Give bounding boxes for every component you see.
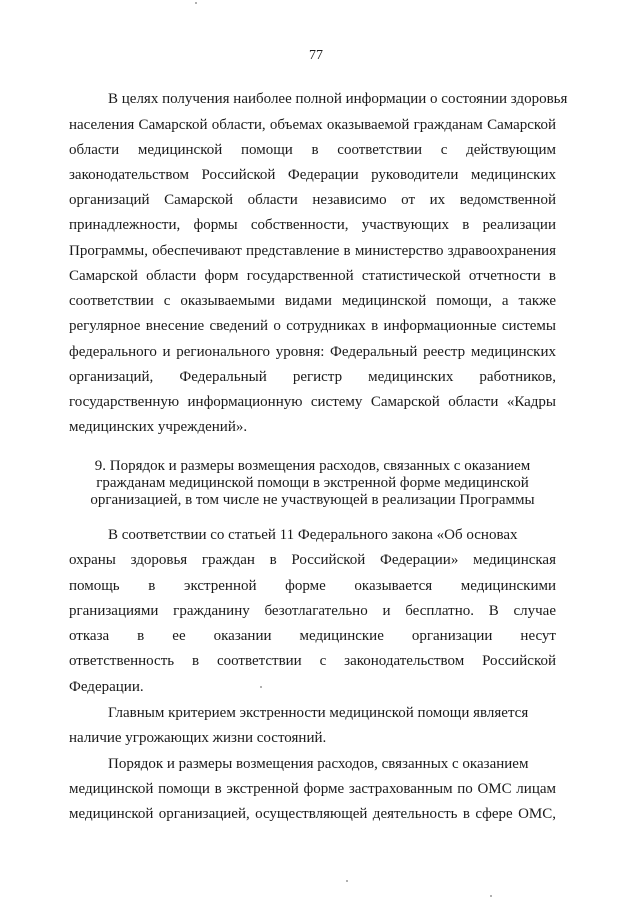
paragraph-1-line-14: медицинских учреждений».	[69, 419, 248, 435]
scan-speck	[260, 686, 262, 688]
paragraph-2-line-1: В соответствии со статьей 11 Федерального закона «Об основах	[108, 527, 518, 543]
paragraph-2-line-5: отказа в ее оказании медицинские организации несут	[69, 628, 556, 644]
page-number: 77	[309, 48, 323, 63]
paragraph-1-line-2: населения Самарской области, объемах оказываемой гражданам Самарской	[69, 117, 556, 133]
scan-speck	[490, 895, 492, 897]
paragraph-4-line-3: медицинской организацией, осуществляющей деятельность в сфере ОМС,	[69, 806, 556, 822]
paragraph-1-line-12: организаций, Федеральный регистр медицинских работников,	[69, 369, 556, 385]
section-heading-line-3: организацией, в том числе не участвующей в реализации Программы	[90, 492, 535, 508]
paragraph-1-line-3: области медицинской помощи в соответствии с действующим	[69, 142, 556, 158]
paragraph-1-line-5: организаций Самарской области независимо от их ведомственной	[69, 192, 556, 208]
paragraph-2-line-2: охраны здоровья граждан в Российской Федерации» медицинская	[69, 552, 556, 568]
paragraph-2-line-7: Федерации.	[69, 679, 144, 695]
paragraph-4-line-2: медицинской помощи в экстренной форме застрахованным по ОМС лицам	[69, 781, 556, 797]
paragraph-1-line-8: Самарской области форм государственной статистической отчетности в	[69, 268, 556, 284]
paragraph-1-line-11: федерального и регионального уровня: Федеральный реестр медицинских	[69, 344, 556, 360]
paragraph-1-line-13: государственную информационную систему Самарской области «Кадры	[69, 394, 556, 410]
section-heading-line-2: гражданам медицинской помощи в экстренной форме медицинской	[96, 475, 529, 491]
paragraph-1-line-7: Программы, обеспечивают представление в министерство здравоохранения	[69, 243, 556, 259]
paragraph-3-line-2: наличие угрожающих жизни состояний.	[69, 730, 327, 746]
scan-speck	[346, 880, 348, 882]
paragraph-1-line-10: регулярное внесение сведений о сотрудниках в информационные системы	[69, 318, 556, 334]
scan-speck	[195, 2, 197, 4]
paragraph-1-line-6: принадлежности, формы собственности, участвующих в реализации	[69, 217, 556, 233]
paragraph-2-line-3: помощь в экстренной форме оказывается медицинскими	[69, 578, 556, 594]
paragraph-1-line-1: В целях получения наиболее полной информации о состоянии здоровья	[108, 91, 568, 107]
paragraph-2-line-4: рганизациями гражданину безотлагательно и бесплатно. В случае	[69, 603, 556, 619]
paragraph-1-line-9: соответствии с оказываемыми видами медицинской помощи, а также	[69, 293, 556, 309]
section-heading-line-1: 9. Порядок и размеры возмещения расходов, связанных с оказанием	[94, 458, 531, 474]
paragraph-3-line-1: Главным критерием экстренности медицинской помощи является	[108, 705, 529, 721]
paragraph-4-line-1: Порядок и размеры возмещения расходов, связанных с оказанием	[108, 756, 529, 772]
paragraph-1-line-4: законодательством Российской Федерации руководители медицинских	[69, 167, 556, 183]
paragraph-2-line-6: ответственность в соответствии с законодательством Российской	[69, 653, 556, 669]
